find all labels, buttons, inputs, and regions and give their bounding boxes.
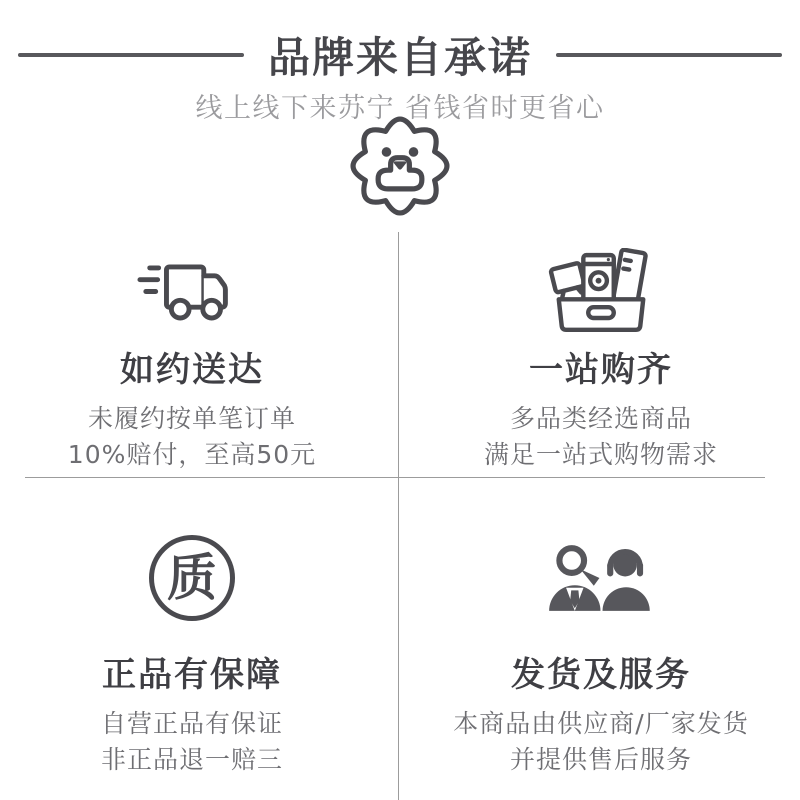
subtitle: 线上线下来苏宁 省钱省时更省心 — [195, 93, 605, 124]
lion-mascot-icon — [348, 114, 452, 218]
fridge-icon — [613, 249, 646, 304]
quadrant-text-line: 自营正品有保证 — [100, 709, 283, 738]
quadrant-text-line: 并提供售后服务 — [509, 745, 692, 774]
quadrant-text-line: 10%赔付，至高50元 — [67, 440, 317, 469]
header — [0, 30, 800, 80]
vertical-divider — [398, 232, 399, 800]
tv-icon — [550, 262, 586, 298]
customer-service-icon — [544, 522, 659, 634]
quadrant-text-line: 多品类经选商品 — [509, 404, 692, 433]
title-rule-right — [556, 53, 782, 57]
quadrant-text-line: 本商品由供应商/厂家发货 — [453, 709, 749, 738]
quadrant-service — [402, 478, 800, 800]
quadrant-title: 发货及服务 — [511, 655, 691, 695]
quadrant-authenticity — [0, 478, 384, 800]
quadrant-text-line: 非正品退一赔三 — [100, 745, 283, 774]
delivery-truck-icon — [137, 244, 247, 336]
title-rule-left — [18, 53, 244, 57]
quadrant-title: 正品有保障 — [102, 655, 282, 695]
quadrant-title: 如约送达 — [120, 350, 264, 390]
quadrant-title: 一站购齐 — [529, 350, 673, 390]
quality-badge-circle — [149, 535, 235, 621]
quality-badge-icon — [149, 522, 235, 634]
one-stop-shopping-icon — [546, 244, 656, 336]
page-title: 品牌来自承诺 — [268, 33, 533, 82]
quadrant-text-line: 满足一站式购物需求 — [483, 440, 718, 469]
quadrant-text-line: 未履约按单笔订单 — [87, 404, 296, 433]
quality-badge-char: 质 — [167, 549, 217, 607]
quadrant-one-stop — [402, 232, 800, 477]
washer-icon — [583, 255, 613, 303]
quadrant-delivery — [0, 232, 384, 477]
